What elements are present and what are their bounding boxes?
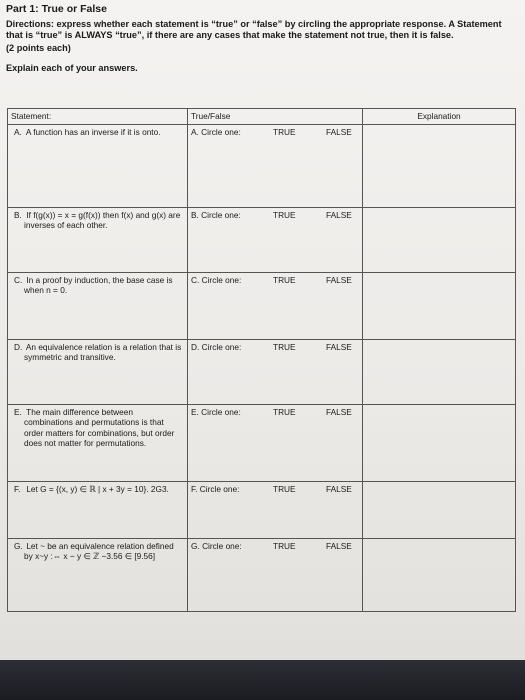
statement-text: In a proof by induction, the base case is when n = 0. [24, 274, 173, 295]
true-option[interactable]: TRUE [273, 406, 296, 417]
table-row [8, 481, 516, 538]
false-option[interactable]: FALSE [326, 406, 352, 417]
worksheet-header [6, 4, 518, 75]
statement-cell [8, 538, 188, 611]
circle-prompt: G. Circle one: [191, 540, 242, 551]
row-label: G. [14, 540, 23, 551]
choice-cell [188, 339, 363, 404]
explanation-cell[interactable] [363, 339, 516, 404]
statement-text: A function has an inverse if it is onto. [25, 126, 161, 137]
explanation-cell[interactable] [363, 481, 516, 538]
points-note: (2 points each) [6, 42, 71, 53]
statement-cell [8, 124, 188, 207]
statement-text: An equivalence relation is a relation that is symmetric and transitive. [24, 341, 182, 362]
false-option[interactable]: FALSE [326, 274, 352, 285]
explanation-cell[interactable] [363, 207, 516, 272]
header-statement: Statement: [8, 109, 188, 125]
statement-text: Let ~ be an equivalence relation defined by x~y :⇔ x − y ∈ ℤ −3.56 ∈ [9.56] [24, 540, 174, 561]
true-option[interactable]: TRUE [273, 209, 296, 220]
statement-cell [8, 339, 188, 404]
false-option[interactable]: FALSE [326, 341, 352, 352]
true-option[interactable]: TRUE [273, 540, 296, 551]
true-false-table [7, 108, 516, 612]
directions-text: Directions: express whether each statement is “true” or “false” by circling the appropriate response. A Statement that is “true” is ALWAYS “true”, if there are any cases that make the statement not true, then it is false. [6, 18, 502, 40]
true-option[interactable]: TRUE [273, 483, 296, 494]
statement-cell [8, 481, 188, 538]
explain-instruction: Explain each of your answers. [6, 63, 138, 73]
row-label: A. [14, 126, 22, 137]
choice-cell [188, 272, 363, 339]
statement-cell [8, 404, 188, 481]
table-row [8, 339, 516, 404]
true-option[interactable]: TRUE [273, 341, 296, 352]
table-header-row [8, 109, 516, 125]
header-truefalse: True/False [188, 109, 363, 125]
statement-text: The main difference between combinations and permutations is that order matters for combinations, but order does not matter for permutations. [24, 406, 175, 448]
row-label: D. [14, 341, 23, 352]
false-option[interactable]: FALSE [326, 209, 352, 220]
choice-cell [188, 481, 363, 538]
circle-prompt: A. Circle one: [191, 126, 241, 137]
false-option[interactable]: FALSE [326, 483, 352, 494]
desk-background [0, 660, 525, 700]
choice-cell [188, 538, 363, 611]
false-option[interactable]: FALSE [326, 540, 352, 551]
true-option[interactable]: TRUE [273, 126, 296, 137]
row-label: F. [14, 483, 21, 494]
choice-cell [188, 207, 363, 272]
statement-text: If f(g(x)) = x = g(f(x)) then f(x) and g(x) are inverses of each other. [24, 209, 181, 230]
circle-prompt: B. Circle one: [191, 209, 241, 220]
statement-cell [8, 207, 188, 272]
table-row [8, 207, 516, 272]
explanation-cell[interactable] [363, 404, 516, 481]
statement-text: Let G = {(x, y) ∈ ℝ | x + 3y = 10}. 2G3. [26, 483, 169, 494]
table-row [8, 272, 516, 339]
statement-cell [8, 272, 188, 339]
choice-cell [188, 404, 363, 481]
circle-prompt: E. Circle one: [191, 406, 241, 417]
row-label: B. [14, 209, 22, 220]
choice-cell [188, 124, 363, 207]
row-label: C. [14, 274, 23, 285]
table-row [8, 124, 516, 207]
circle-prompt: D. Circle one: [191, 341, 242, 352]
table-row [8, 404, 516, 481]
row-label: E. [14, 406, 22, 417]
circle-prompt: F. Circle one: [191, 483, 240, 494]
circle-prompt: C. Circle one: [191, 274, 242, 285]
explanation-cell[interactable] [363, 124, 516, 207]
explanation-cell[interactable] [363, 272, 516, 339]
page-title: Part 1: True or False [6, 3, 107, 15]
header-explanation: Explanation [363, 109, 516, 125]
false-option[interactable]: FALSE [326, 126, 352, 137]
explanation-cell[interactable] [363, 538, 516, 611]
true-option[interactable]: TRUE [273, 274, 296, 285]
table-row [8, 538, 516, 611]
